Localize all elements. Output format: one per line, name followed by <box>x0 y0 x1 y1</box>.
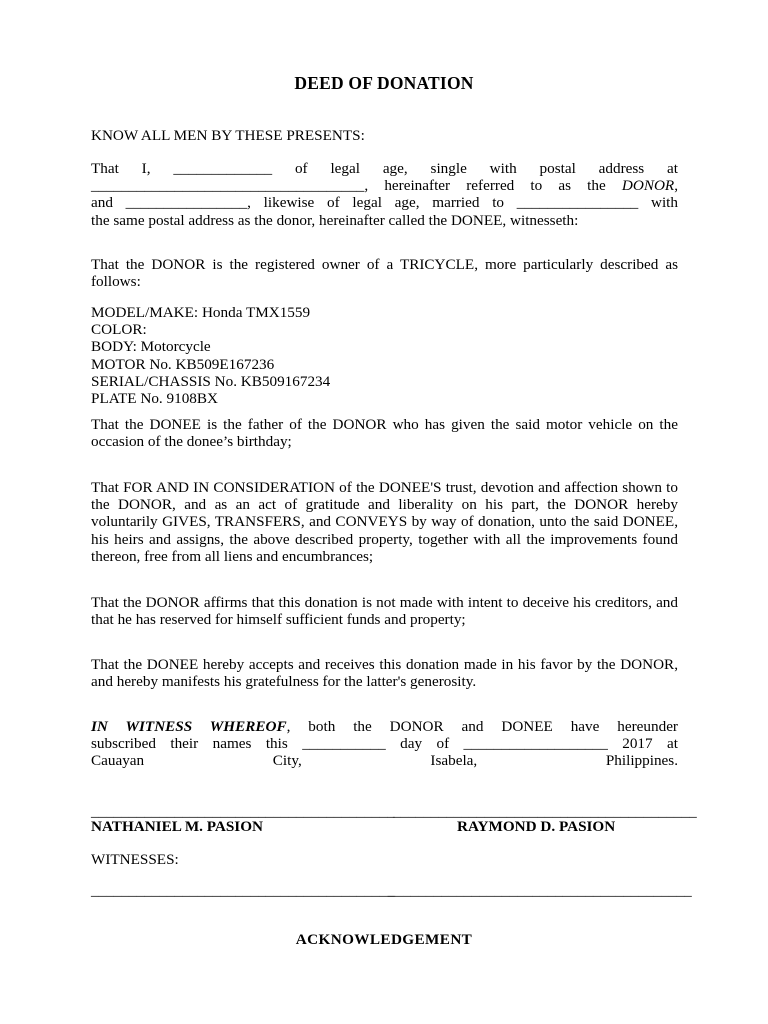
parties-line-3: and ________________, likewise of legal age, married to ________________ with <box>91 194 678 212</box>
witness-whereof: IN WITNESS WHEREOF <box>91 718 287 735</box>
vehicle-motor: MOTOR No. KB509E167236 <box>91 355 275 373</box>
vehicle-details <box>91 304 678 407</box>
document-title: DEED OF DONATION <box>294 73 474 93</box>
witness-line-3: Cauayan City, Isabela, Philippines. <box>91 752 678 770</box>
father-paragraph: That the DONEE is the father of the DONOR who has given the said motor vehicle on the occasion of the donee’s birthday; <box>91 416 678 451</box>
acknowledgement-heading: ACKNOWLEDGEMENT <box>295 931 473 948</box>
donee-name: RAYMOND D. PASION <box>457 818 616 835</box>
witness-2-signature-line: ________________________________________ <box>388 882 692 899</box>
parties-line-2-comma: , <box>674 177 678 195</box>
parties-line-4: the same postal address as the donor, hereinafter called the DONEE, witnesseth: <box>91 211 579 229</box>
consideration-paragraph: That FOR AND IN CONSIDERATION of the DONEE'S trust, devotion and affection shown to the DONOR, and as an act of gratitude and liberality on his part, the DONOR hereby voluntarily GIVES, TRANSFERS, and CONVEYS by way of donation, unto the said DONEE, his heirs and assigns, the above described property, together with all the improvements found thereon, free from all liens and encumbrances; <box>91 479 678 565</box>
vehicle-model: MODEL/MAKE: Honda TMX1559 <box>91 304 311 321</box>
witness-line-2: subscribed their names this ___________ day of ___________________ 2017 at <box>91 735 678 753</box>
witness-paragraph <box>91 718 678 770</box>
vehicle-plate: PLATE No. 9108BX <box>91 390 218 408</box>
donee-signature-line: ________________________________________ <box>393 803 697 820</box>
vehicle-body: BODY: Motorcycle <box>91 338 211 356</box>
accept-paragraph: That the DONEE hereby accepts and receives this donation made in his favor by the DONOR, and hereby manifests his gratefulness for the latter's generosity. <box>91 656 678 691</box>
witness-1-signature-line: ________________________________________ <box>91 882 395 899</box>
parties-line-2 <box>91 177 678 194</box>
intro-text: KNOW ALL MEN BY THESE PRESENTS: <box>91 127 365 144</box>
owner-paragraph: That the DONOR is the registered owner of a TRICYCLE, more particularly described as follows: <box>91 256 678 291</box>
affirm-paragraph: That the DONOR affirms that this donation is not made with intent to deceive his creditors, and that he has reserved for himself sufficient funds and property; <box>91 594 678 629</box>
witness-line-1-text: , both the DONOR and DONEE have hereunder <box>286 718 678 735</box>
donor-italic: DONOR <box>621 177 675 195</box>
witnesses-label: WITNESSES: <box>91 851 179 868</box>
intro-line <box>91 127 678 144</box>
vehicle-color: COLOR: <box>91 321 147 339</box>
parties-line-1: That I, _____________ of legal age, single with postal address at <box>91 160 678 177</box>
vehicle-serial: SERIAL/CHASSIS No. KB509167234 <box>91 372 331 390</box>
donor-signature-line: ________________________________________ <box>91 803 395 820</box>
parties-line-2-text: ____________________________________, hereinafter referred to as the <box>91 177 622 195</box>
donor-name: NATHANIEL M. PASION <box>91 818 263 835</box>
parties-paragraph <box>91 160 678 229</box>
witness-line-1 <box>91 718 678 735</box>
